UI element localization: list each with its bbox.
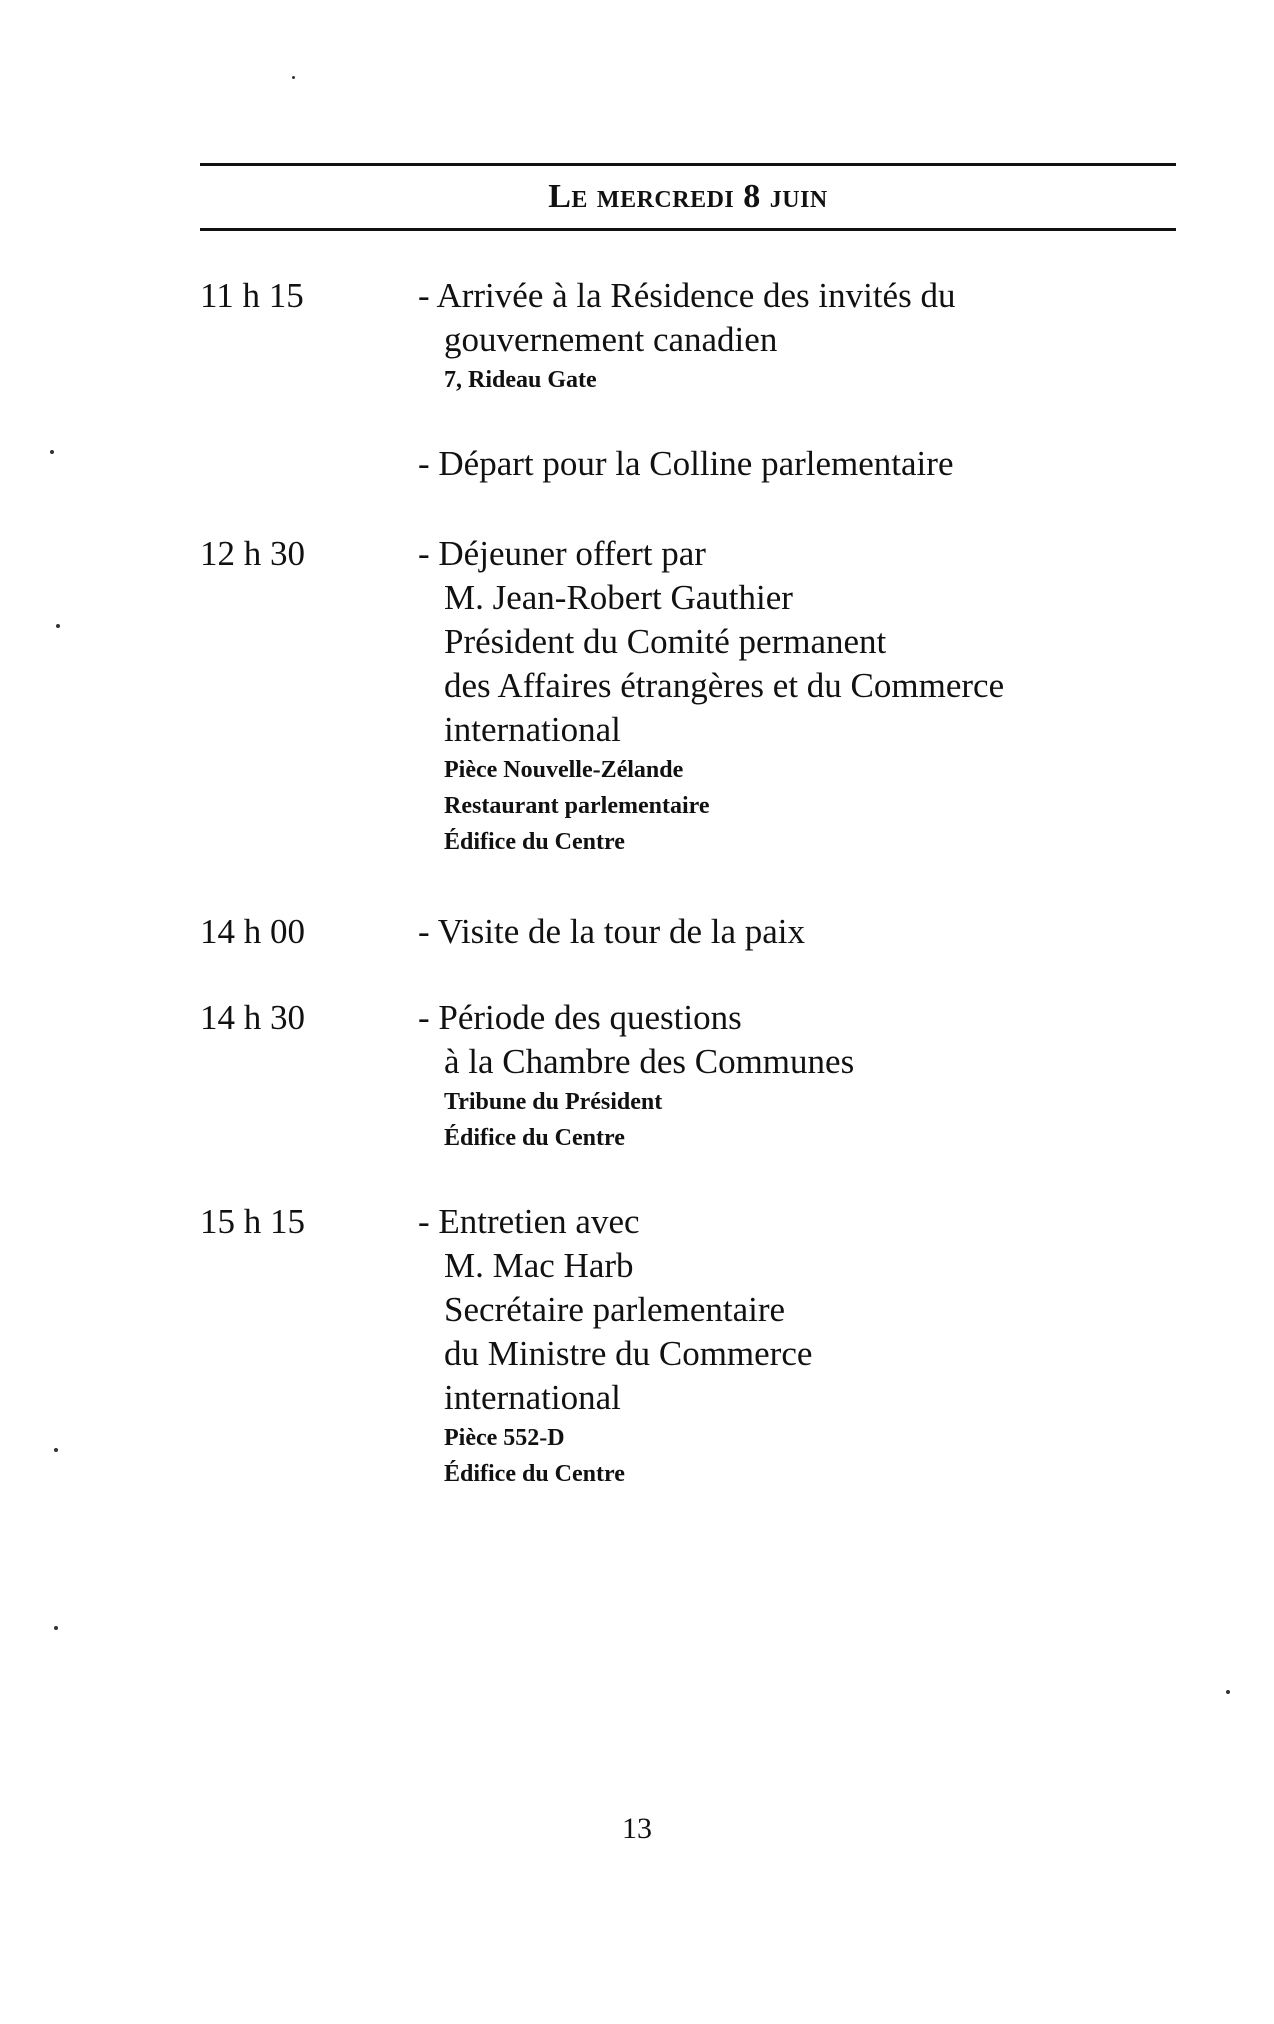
entry-line: gouvernement canadien xyxy=(444,320,778,359)
entry-line: international xyxy=(444,1378,621,1417)
entry-time: 14 h 00 xyxy=(200,912,305,951)
scan-speck xyxy=(56,624,60,628)
scan-speck xyxy=(54,1448,58,1452)
entry-location: Tribune du Président xyxy=(444,1089,663,1115)
entry-line: Secrétaire parlementaire xyxy=(444,1290,786,1329)
entry-body xyxy=(418,996,1178,1156)
entry-line: - Entretien avec xyxy=(418,1202,640,1241)
entry-line: - Période des questions xyxy=(418,998,742,1037)
page-heading: Le mercredi 8 juin xyxy=(548,178,828,215)
entry-location: 7, Rideau Gate xyxy=(444,367,597,393)
entry-line: à la Chambre des Communes xyxy=(444,1042,855,1081)
entry-line: des Affaires étrangères et du Commerce xyxy=(444,666,1005,705)
entry-line: M. Jean-Robert Gauthier xyxy=(444,578,793,617)
entry-line: - Déjeuner offert par xyxy=(418,534,706,573)
entry-body xyxy=(418,1200,1178,1492)
entry-line: - Arrivée à la Résidence des invités du xyxy=(418,276,956,315)
heading-bottom-rule xyxy=(200,228,1176,231)
entry-location: Édifice du Centre xyxy=(444,1461,625,1487)
scan-speck xyxy=(292,76,295,79)
entry-time: 14 h 30 xyxy=(200,998,305,1037)
entry-time: 15 h 15 xyxy=(200,1202,305,1241)
entry-line: Président du Comité permanent xyxy=(444,622,887,661)
scan-speck xyxy=(1226,1690,1230,1694)
page-number: 13 xyxy=(622,1812,652,1845)
entry-body xyxy=(418,274,1178,398)
entry-line: international xyxy=(444,710,621,749)
entry-line: - Visite de la tour de la paix xyxy=(418,912,805,951)
entry-time: 12 h 30 xyxy=(200,534,305,573)
scan-speck xyxy=(50,450,54,454)
entry-line: - Départ pour la Colline parlementaire xyxy=(418,444,954,483)
entry-location: Édifice du Centre xyxy=(444,829,625,855)
entry-location: Restaurant parlementaire xyxy=(444,793,710,819)
entry-location: Pièce Nouvelle-Zélande xyxy=(444,757,684,783)
heading-top-rule xyxy=(200,163,1176,166)
entry-location: Pièce 552-D xyxy=(444,1425,565,1451)
scan-speck xyxy=(54,1626,58,1630)
entry-location: Édifice du Centre xyxy=(444,1125,625,1151)
entry-body xyxy=(418,532,1178,860)
entry-time: 11 h 15 xyxy=(200,276,304,315)
entry-line: du Ministre du Commerce xyxy=(444,1334,813,1373)
entry-body xyxy=(418,910,1178,954)
entry-line: M. Mac Harb xyxy=(444,1246,634,1285)
entry-body xyxy=(418,442,1178,486)
